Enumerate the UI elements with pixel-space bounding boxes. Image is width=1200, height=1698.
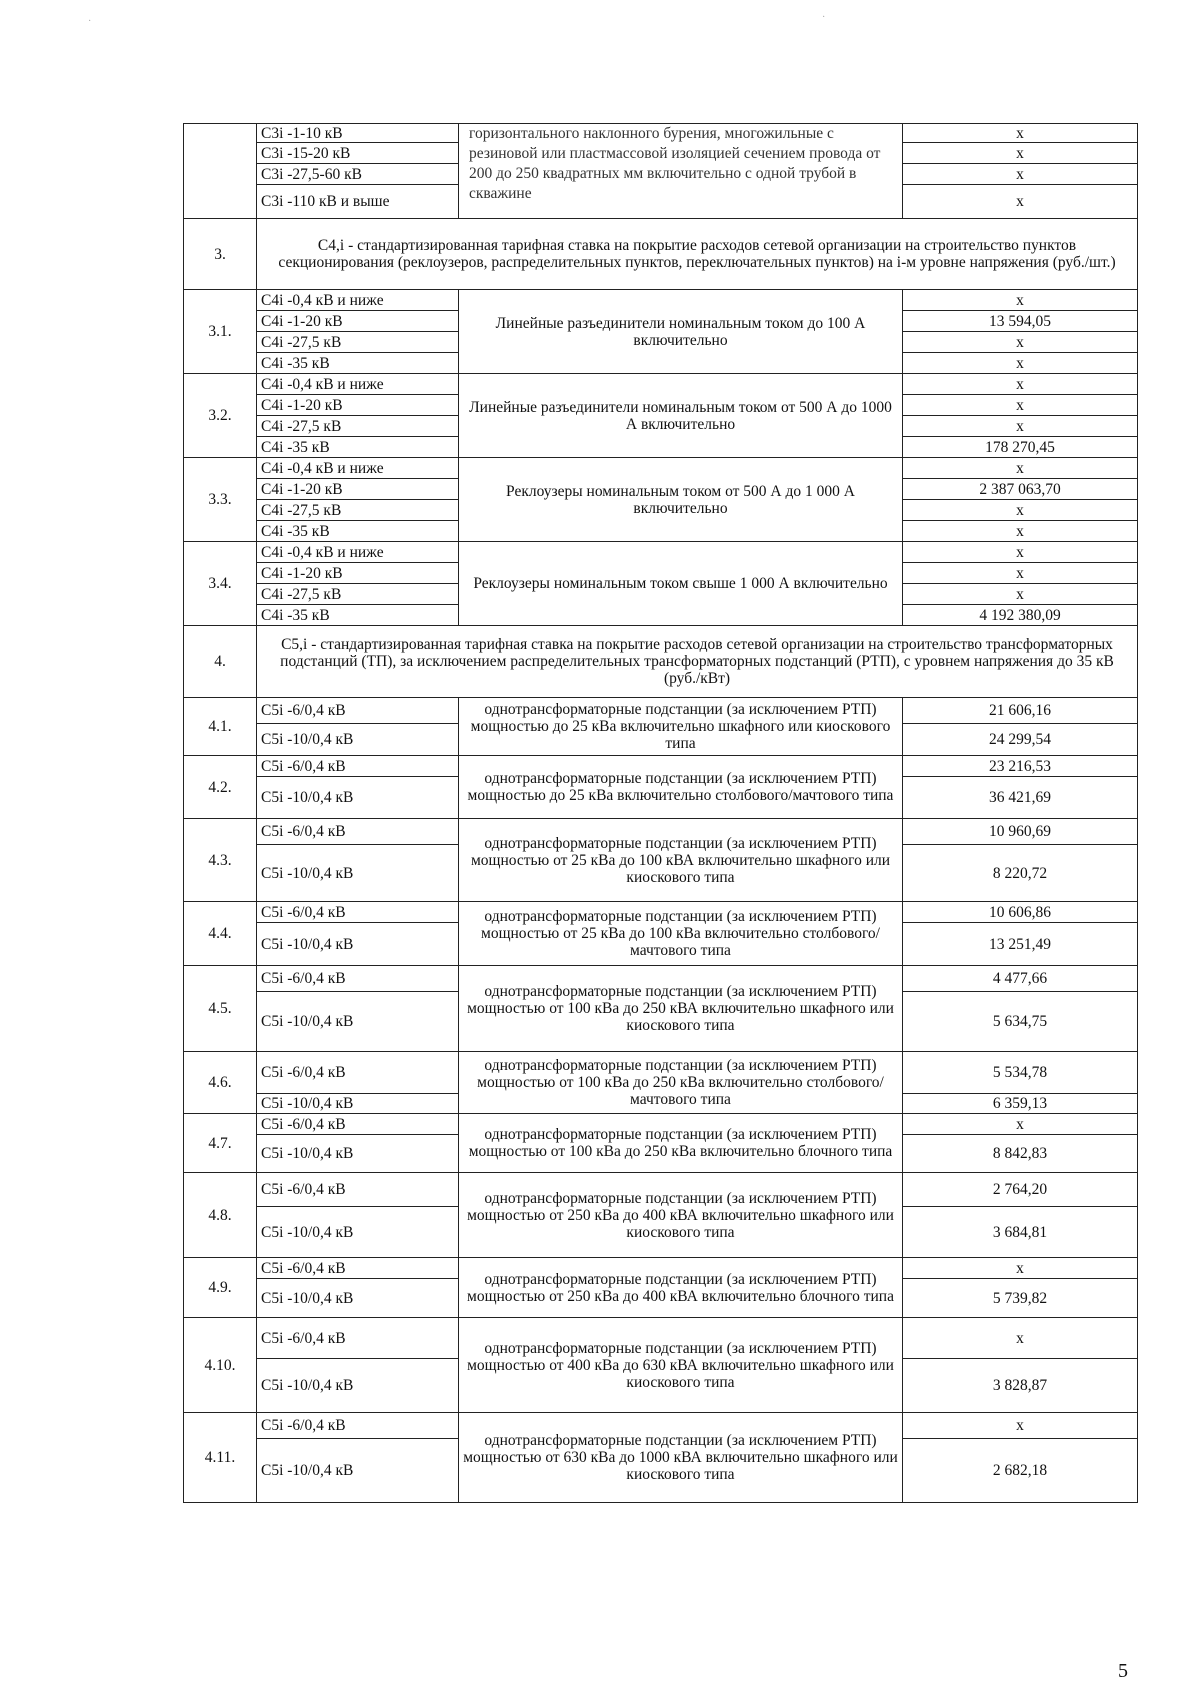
section-title-cell: С4,i - стандартизированная тарифная ставка на покрытие расходов сетевой организации на строительство пунктов секционирования (реклоузеров, распределительных пунктов, переключательных пунктов) на i-м уровне напряжения (руб./шт.) — [257, 219, 1138, 290]
item-number-cell: 4.7. — [184, 1114, 257, 1173]
rate-value-cell: х — [903, 353, 1138, 374]
rate-value-cell: 2 764,20 — [903, 1173, 1138, 1207]
rate-value-cell: 6 359,13 — [903, 1094, 1138, 1114]
item-number-cell: 4.11. — [184, 1413, 257, 1503]
scan-speck: · — [88, 16, 92, 27]
rate-value-cell: 2 387 063,70 — [903, 479, 1138, 500]
rate-value-cell: х — [903, 416, 1138, 437]
table-row — [184, 1114, 1138, 1135]
rate-value-cell: 5 634,75 — [903, 992, 1138, 1052]
rate-value-cell: 36 421,69 — [903, 777, 1138, 819]
rate-value-cell: х — [903, 1413, 1138, 1439]
item-number-cell: 4.8. — [184, 1173, 257, 1258]
table-row — [184, 1173, 1138, 1207]
section-header-row — [184, 219, 1138, 290]
tariff-code-cell: С5i -6/0,4 кВ — [257, 1052, 459, 1094]
tariff-code-cell: С4i -0,4 кВ и ниже — [257, 458, 459, 479]
tariff-code-cell: С5i -6/0,4 кВ — [257, 819, 459, 845]
rate-value-cell: х — [903, 164, 1138, 185]
item-number-cell: 3.1. — [184, 290, 257, 374]
description-cell: однотрансформаторные подстанции (за исключением РТП) мощностью от 250 кВа до 400 кВА включительно блочного типа — [459, 1258, 903, 1318]
table-row — [184, 1413, 1138, 1439]
table-row — [184, 542, 1138, 563]
tariff-code-cell: С4i -0,4 кВ и ниже — [257, 290, 459, 311]
rate-value-cell: х — [903, 124, 1138, 143]
rate-value-cell: 21 606,16 — [903, 698, 1138, 724]
description-cell: однотрансформаторные подстанции (за исключением РТП) мощностью от 400 кВа до 630 кВА включительно шкафного или киоскового типа — [459, 1318, 903, 1413]
section-title-cell: С5,i - стандартизированная тарифная ставка на покрытие расходов сетевой организации на строительство трансформаторных подстанций (ТП), за исключением распределительных трансформаторных подстанций (РТП), с уровнем напряжения до 35 кВ (руб./кВт) — [257, 626, 1138, 698]
rate-value-cell: 24 299,54 — [903, 724, 1138, 756]
item-number-cell: 4.1. — [184, 698, 257, 756]
table-row — [184, 124, 1138, 143]
rate-value-cell: 4 192 380,09 — [903, 605, 1138, 626]
tariff-code-cell: С4i -1-20 кВ — [257, 563, 459, 584]
description-cell: горизонтального наклонного бурения, многожильные с резиновой или пластмассовой изоляцией сечением провода от 200 до 250 квадратных мм включительно с одной трубой в скважине — [459, 124, 903, 219]
tariff-code-cell: С5i -10/0,4 кВ — [257, 923, 459, 966]
tariff-code-cell: С5i -6/0,4 кВ — [257, 1413, 459, 1439]
rate-value-cell: 3 828,87 — [903, 1359, 1138, 1413]
rate-value-cell: 5 534,78 — [903, 1052, 1138, 1094]
rate-value-cell: х — [903, 1318, 1138, 1359]
tariff-code-cell: С5i -10/0,4 кВ — [257, 1135, 459, 1173]
tariff-code-cell: С4i -1-20 кВ — [257, 479, 459, 500]
tariff-code-cell: С4i -0,4 кВ и ниже — [257, 542, 459, 563]
description-cell: однотрансформаторные подстанции (за исключением РТП) мощностью от 100 кВа до 250 кВа включительно столбового/мачтового типа — [459, 1052, 903, 1114]
scan-speck: · — [822, 12, 826, 23]
table-row — [184, 458, 1138, 479]
tariff-table — [183, 123, 1138, 1503]
item-number-cell: 4.6. — [184, 1052, 257, 1114]
tariff-code-cell: С5i -6/0,4 кВ — [257, 966, 459, 992]
tariff-code-cell: С5i -6/0,4 кВ — [257, 1173, 459, 1207]
section-header-row — [184, 626, 1138, 698]
tariff-code-cell: С5i -10/0,4 кВ — [257, 1279, 459, 1318]
tariff-code-cell: С4i -27,5 кВ — [257, 584, 459, 605]
tariff-code-cell: С5i -6/0,4 кВ — [257, 698, 459, 724]
tariff-code-cell: С5i -10/0,4 кВ — [257, 1439, 459, 1503]
description-cell: однотрансформаторные подстанции (за исключением РТП) мощностью от 25 кВа до 100 кВа включительно столбового/мачтового типа — [459, 902, 903, 966]
rate-value-cell: х — [903, 458, 1138, 479]
item-number-cell: 4.5. — [184, 966, 257, 1052]
rate-value-cell: 8 842,83 — [903, 1135, 1138, 1173]
item-number-cell: 4.9. — [184, 1258, 257, 1318]
tariff-code-cell: С5i -6/0,4 кВ — [257, 756, 459, 777]
tariff-code-cell: С4i -35 кВ — [257, 605, 459, 626]
item-number-cell: 3.2. — [184, 374, 257, 458]
rate-value-cell: 5 739,82 — [903, 1279, 1138, 1318]
description-cell: однотрансформаторные подстанции (за исключением РТП) мощностью от 25 кВа до 100 кВА включительно шкафного или киоскового типа — [459, 819, 903, 902]
tariff-code-cell: С5i -10/0,4 кВ — [257, 777, 459, 819]
item-number-cell: 4.2. — [184, 756, 257, 819]
item-number-cell: 4.10. — [184, 1318, 257, 1413]
rate-value-cell: 2 682,18 — [903, 1439, 1138, 1503]
rate-value-cell: х — [903, 374, 1138, 395]
tariff-code-cell: С3i -1-10 кВ — [257, 124, 459, 143]
tariff-code-cell: С4i -27,5 кВ — [257, 500, 459, 521]
table-row — [184, 698, 1138, 724]
table-row — [184, 1318, 1138, 1359]
tariff-code-cell: С5i -10/0,4 кВ — [257, 1359, 459, 1413]
section-number-cell: 4. — [184, 626, 257, 698]
table-row — [184, 966, 1138, 992]
rate-value-cell: х — [903, 500, 1138, 521]
rate-value-cell: 8 220,72 — [903, 845, 1138, 902]
rate-value-cell: х — [903, 185, 1138, 219]
description-cell: однотрансформаторные подстанции (за исключением РТП) мощностью от 100 кВа до 250 кВа включительно блочного типа — [459, 1114, 903, 1173]
tariff-code-cell: С5i -6/0,4 кВ — [257, 1114, 459, 1135]
description-cell: однотрансформаторные подстанции (за исключением РТП) мощностью от 100 кВа до 250 кВА включительно шкафного или киоскового типа — [459, 966, 903, 1052]
tariff-code-cell: С5i -6/0,4 кВ — [257, 902, 459, 923]
tariff-table-body — [184, 124, 1138, 1503]
number-cell — [184, 124, 257, 219]
table-row — [184, 1052, 1138, 1094]
item-number-cell: 4.4. — [184, 902, 257, 966]
tariff-code-cell: С3i -15-20 кВ — [257, 143, 459, 164]
description-cell: Реклоузеры номинальным током свыше 1 000 А включительно — [459, 542, 903, 626]
description-cell: однотрансформаторные подстанции (за исключением РТП) мощностью от 250 кВа до 400 кВА включительно шкафного или киоскового типа — [459, 1173, 903, 1258]
table-row — [184, 374, 1138, 395]
table-row — [184, 902, 1138, 923]
item-number-cell: 3.4. — [184, 542, 257, 626]
tariff-code-cell: С4i -1-20 кВ — [257, 311, 459, 332]
rate-value-cell: 23 216,53 — [903, 756, 1138, 777]
tariff-code-cell: С4i -0,4 кВ и ниже — [257, 374, 459, 395]
tariff-code-cell: С5i -6/0,4 кВ — [257, 1258, 459, 1279]
tariff-code-cell: С5i -10/0,4 кВ — [257, 1094, 459, 1114]
tariff-code-cell: С5i -10/0,4 кВ — [257, 992, 459, 1052]
rate-value-cell: х — [903, 521, 1138, 542]
rate-value-cell: 10 606,86 — [903, 902, 1138, 923]
rate-value-cell: х — [903, 332, 1138, 353]
tariff-code-cell: С4i -27,5 кВ — [257, 416, 459, 437]
table-row — [184, 290, 1138, 311]
tariff-code-cell: С3i -27,5-60 кВ — [257, 164, 459, 185]
rate-value-cell: х — [903, 1114, 1138, 1135]
tariff-code-cell: С4i -35 кВ — [257, 353, 459, 374]
rate-value-cell: х — [903, 143, 1138, 164]
tariff-code-cell: С5i -10/0,4 кВ — [257, 845, 459, 902]
tariff-code-cell: С3i -110 кВ и выше — [257, 185, 459, 219]
item-number-cell: 4.3. — [184, 819, 257, 902]
rate-value-cell: 10 960,69 — [903, 819, 1138, 845]
description-cell: однотрансформаторные подстанции (за исключением РТП) мощностью до 25 кВа включительно столбового/мачтового типа — [459, 756, 903, 819]
tariff-code-cell: С4i -35 кВ — [257, 521, 459, 542]
item-number-cell: 3.3. — [184, 458, 257, 542]
tariff-code-cell: С5i -10/0,4 кВ — [257, 724, 459, 756]
tariff-code-cell: С4i -27,5 кВ — [257, 332, 459, 353]
page-number: 5 — [1118, 1660, 1128, 1682]
rate-value-cell: 178 270,45 — [903, 437, 1138, 458]
tariff-code-cell: С5i -6/0,4 кВ — [257, 1318, 459, 1359]
table-row — [184, 819, 1138, 845]
tariff-code-cell: С4i -35 кВ — [257, 437, 459, 458]
table-row — [184, 756, 1138, 777]
rate-value-cell: 3 684,81 — [903, 1207, 1138, 1258]
rate-value-cell: х — [903, 584, 1138, 605]
description-cell: однотрансформаторные подстанции (за исключением РТП) мощностью до 25 кВа включительно шкафного или киоскового типа — [459, 698, 903, 756]
description-cell: однотрансформаторные подстанции (за исключением РТП) мощностью от 630 кВа до 1000 кВА включительно шкафного или киоскового типа — [459, 1413, 903, 1503]
rate-value-cell: х — [903, 542, 1138, 563]
rate-value-cell: 4 477,66 — [903, 966, 1138, 992]
tariff-code-cell: С5i -10/0,4 кВ — [257, 1207, 459, 1258]
rate-value-cell: 13 594,05 — [903, 311, 1138, 332]
rate-value-cell: х — [903, 563, 1138, 584]
section-number-cell: 3. — [184, 219, 257, 290]
description-cell: Реклоузеры номинальным током от 500 А до 1 000 А включительно — [459, 458, 903, 542]
description-cell: Линейные разъединители номинальным током от 500 А до 1000 А включительно — [459, 374, 903, 458]
table-row — [184, 1258, 1138, 1279]
rate-value-cell: х — [903, 395, 1138, 416]
rate-value-cell: 13 251,49 — [903, 923, 1138, 966]
rate-value-cell: х — [903, 1258, 1138, 1279]
rate-value-cell: х — [903, 290, 1138, 311]
tariff-code-cell: С4i -1-20 кВ — [257, 395, 459, 416]
description-cell: Линейные разъединители номинальным током до 100 А включительно — [459, 290, 903, 374]
